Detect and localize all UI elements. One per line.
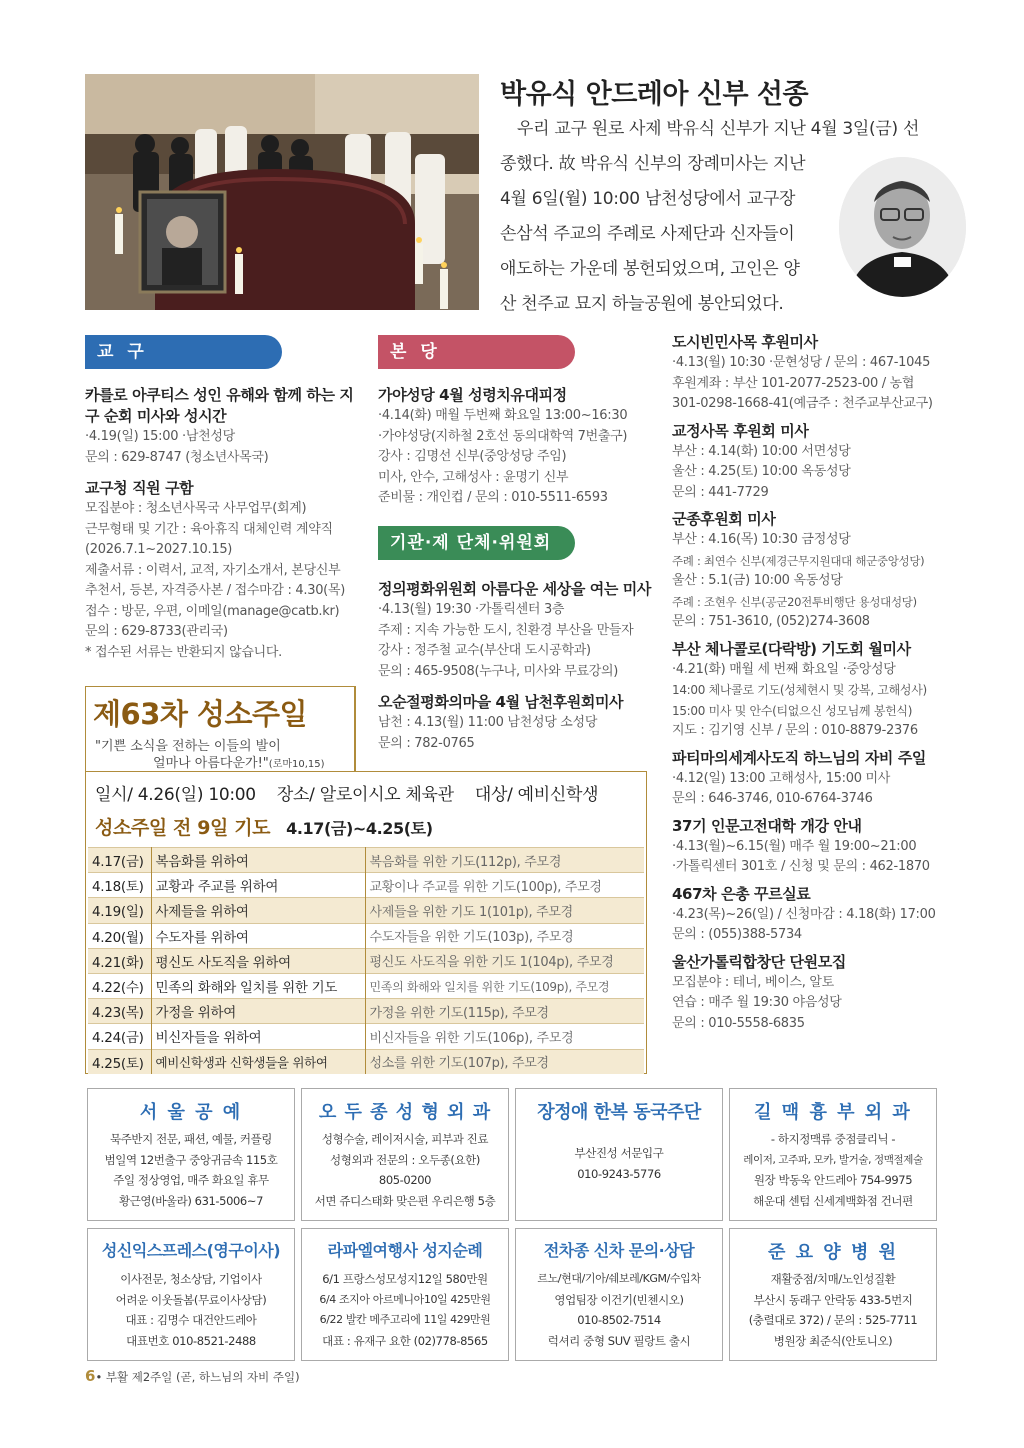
row-prayer: 사제들을 위한 기도 1(101p), 주모경 [365,898,644,923]
row-intent: 비신자들을 위하여 [151,1024,365,1049]
priest-portrait [839,157,966,297]
notice-line: * 접수된 서류는 반환되지 않습니다. [85,644,282,660]
table-row [88,999,644,1024]
notice-line: 문의 : 465-9508(누구나, 미사와 무료강의) [378,663,619,679]
row-date: 4.19(일) [88,898,151,923]
ad-line: 성형외과 전문의 : 오두종(요한) [330,1152,480,1167]
ad-name: 장정애 한복 동국주단 [537,1102,701,1123]
notice-line: 14:00 체나콜로 기도(성체현시 및 강복, 고해성사) [672,683,927,697]
row-intent: 교황과 주교를 위하여 [151,873,365,898]
vocation-quote [95,738,365,773]
notice-line: 강사 : 김명선 신부(중앙성당 주임) [378,449,567,464]
notice-block [85,478,365,663]
ad-name: 성신익스프레스(영구이사) [101,1241,281,1260]
row-prayer: 가정을 위한 기도(115p), 주모경 [365,999,644,1024]
notice-block [672,332,947,415]
quote-text: 얼마나 아름다운가!" [153,756,269,771]
ad-line: 병원장 최준식(안토니오) [773,1333,893,1348]
notice-line: (2026.7.1~2027.10.15) [85,542,233,557]
footer-text: • 부활 제2주일 (곧, 하느님의 자비 주일) [95,1370,300,1384]
ad-name: 전차종 신차 문의·상담 [543,1241,695,1260]
table-row [88,1024,644,1049]
notice-title: 정의평화위원회 아름다운 세상을 여는 미사 [378,580,651,598]
notice-line: 울산 : 4.25(토) 10:00 옥동성당 [672,464,851,479]
vocation-event-info [95,780,614,805]
table-row [88,1049,644,1074]
notice-line: 문의 : 782-0765 [378,735,475,751]
notice-line: 후원계좌 : 부산 101-2077-2523-00 / 농협 [672,375,915,391]
notice-line: 제출서류 : 이력서, 교적, 자기소개서, 본당신부 [85,562,341,578]
notice-line: 남천 : 4.13(월) 11:00 남천성당 소성당 [378,715,598,730]
row-prayer: 비신자들을 위한 기도(106p), 주모경 [365,1024,644,1049]
row-date: 4.24(금) [88,1024,151,1049]
row-prayer: 민족의 화해와 일치를 위한 기도(109p), 주모경 [365,973,644,998]
ad-line: 레이저, 고주파, 모카, 발거술, 정맥절제술 [743,1153,923,1166]
page-footer [85,1367,300,1385]
ad-seoul-craft [87,1088,295,1221]
row-prayer: 수도자들을 위한 기도(103p), 주모경 [365,923,644,948]
ad-new-car [515,1228,723,1361]
notice-line: 주례 : 조현우 신부(공군20전투비행단 용성대성당) [672,594,917,609]
lead-line: 산 천주교 묘지 하늘공원에 봉안되었다. [500,294,784,314]
notice-line: ·4.12(일) 13:00 고해성사, 15:00 미사 [672,770,891,786]
notice-title: 가야성당 4월 성령치유대피정 [378,386,567,404]
row-intent: 수도자를 위하여 [151,923,365,948]
lead-line: 종했다. 故 박유식 신부의 장례미사는 지난 [500,154,806,174]
notice-title: 도시빈민사목 후원미사 [672,333,818,351]
row-intent: 예비신학생과 신학생들을 위하여 [151,1049,365,1074]
row-prayer: 성소를 위한 기도(107p), 주모경 [365,1049,644,1074]
section-diocese: 교 구 [85,335,282,369]
ad-line: 6/1 프랑스성모성지12일 580만원 [322,1272,488,1286]
parish-column [378,385,658,519]
lead-line: 손삼석 주교의 주례로 사제단과 신자들이 [500,224,795,244]
row-prayer: 복음화를 위한 기도(112p), 주모경 [365,848,644,873]
table-row [88,948,644,973]
notice-line: ·4.13(월) 10:30 ·문현성당 / 문의 : 467-1045 [672,355,931,370]
orgs-column [378,579,658,764]
ad-name: 길 맥 흉 부 외 과 [754,1102,912,1123]
ad-line: 805-0200 [378,1173,432,1187]
notice-line: 접수 : 방문, 우편, 이메일(manage@catb.kr) [85,603,340,619]
vocation-title: 제63차 성소주일 [93,697,308,731]
notice-block [378,385,658,509]
notice-block [672,816,947,878]
notice-line: 주제 : 지속 가능한 도시, 친환경 부산을 만들자 [378,622,634,638]
notice-line: 문의 : 751-3610, (052)274-3608 [672,614,870,629]
notice-title: 467차 은총 꾸르실료 [672,884,811,903]
ad-line: - 하지정맥류 중점클리닉 - [770,1132,896,1146]
ad-line: 주일 정상영업, 매주 화요일 휴무 [113,1173,269,1187]
ad-line: 대표 : 유재구 요한 (02)778-8565 [322,1333,488,1348]
ad-raphael-travel [301,1228,509,1361]
notice-block [672,421,947,504]
notice-line: 문의 : (055)388-5734 [672,927,802,942]
lead-line: 애도하는 가운데 봉헌되었으며, 고인은 양 [500,259,800,279]
table-row [88,873,644,898]
ad-line: 영업팀장 이건기(빈첸시오) [554,1292,684,1307]
ad-name: 오 두 종 성 형 외 과 [318,1102,492,1123]
table-row [88,923,644,948]
row-date: 4.21(화) [88,948,151,973]
notice-title: 울산가톨릭합창단 단원모집 [672,952,846,971]
notice-title: 카를로 아쿠티스 성인 유해와 함께 하는 지구 순회 미사와 성시간 [85,386,354,425]
ad-name: 서 울 공 예 [139,1102,243,1123]
ad-line: 6/22 발칸 메주고리에 11일 429만원 [319,1313,491,1326]
ad-gil-surgery [729,1088,937,1221]
ad-line: 재활중점/치매/노인성질환 [770,1272,896,1286]
quote-ref: (로마10,15) [268,759,325,770]
novena-table [88,847,644,1074]
row-date: 4.18(토) [88,873,151,898]
ad-line: 6/4 조지아 아르메니아10일 425만원 [319,1292,491,1306]
vocation-date: 일시/ 4.26(일) 10:00 [95,785,256,805]
vocation-target: 대상/ 예비신학생 [474,785,599,805]
notice-line: 추천서, 등본, 자격증사본 / 접수마감 : 4.30(목) [85,583,345,598]
notice-block [672,509,947,633]
row-intent: 복음화를 위하여 [151,848,365,873]
notice-line: 문의 : 629-8747 (청소년사목국) [85,449,269,465]
page-number: 6 [85,1367,96,1385]
notice-line: 강사 : 정주철 교수(부산대 도시공학과) [378,643,591,658]
notice-title: 파티마의세계사도직 하느님의 자비 주일 [672,748,926,767]
notice-title: 교구청 직원 구함 [85,479,194,497]
ad-line: 황근영(바울라) 631-5006~7 [118,1193,263,1208]
ad-line: 010-9243-5776 [577,1166,661,1181]
row-prayer: 평신도 사도직을 위한 기도 1(104p), 주모경 [365,948,644,973]
section-parish: 본 당 [378,335,575,369]
ad-line: 르노/현대/기아/쉐보레/KGM/수입차 [537,1272,701,1285]
notice-block [378,692,658,754]
notice-line: 근무형태 및 기간 : 육아휴직 대체인력 계약직 [85,521,333,537]
notice-title: 37기 인문고전대학 개강 안내 [672,816,862,835]
ad-line: 서면 쥬디스태화 맞은편 우리은행 5층 [314,1193,496,1208]
notice-line: 준비물 : 개인컵 / 문의 : 010-5511-6593 [378,490,608,505]
ad-line: 010-8502-7514 [577,1313,661,1327]
notice-line: 주례 : 최연수 신부(제경근무지원대대 해군중앙성당) [672,553,925,568]
row-date: 4.23(목) [88,999,151,1024]
notice-line: 부산 : 4.14(화) 10:00 서면성당 [672,443,851,459]
notice-line: ·4.13(월)~6.15(월) 매주 월 19:00~21:00 [672,838,917,854]
notice-line: 모집분야 : 테너, 베이스, 알토 [672,974,834,990]
ad-line: 대표 : 김명수 대건안드레아 [125,1313,257,1327]
row-date: 4.22(수) [88,973,151,998]
notice-title: 부산 체나콜로(다락방) 기도회 월미사 [672,639,911,658]
feature-headline: 박유식 안드레아 신부 선종 [500,79,809,110]
notice-line: 301-0298-1668-41(예금주 : 천주교부산교구) [672,396,933,411]
ad-hanbok [515,1088,723,1221]
ad-oh-plastic-surgery [301,1088,509,1221]
notice-block [672,952,947,1035]
notice-line: 문의 : 010-5558-6835 [672,1015,805,1031]
lead-line: 4월 6일(월) 10:00 남천성당에서 교구장 [500,189,796,209]
ad-line: 원장 박동욱 안드레아 754-9975 [753,1173,913,1187]
row-date: 4.25(토) [88,1049,151,1074]
table-row [88,973,644,998]
row-intent: 민족의 화해와 일치를 위한 기도 [151,973,365,998]
vocation-place: 장소/ 알로이시오 체육관 [276,785,454,805]
row-date: 4.17(금) [88,848,151,873]
notice-line: ·가톨릭센터 301호 / 신청 및 문의 : 462-1870 [672,859,930,874]
row-date: 4.20(월) [88,923,151,948]
table-row [88,898,644,923]
notice-line: ·4.14(화) 매월 두번째 화요일 13:00~16:30 [378,408,628,423]
quote-line: "기쁜 소식을 전하는 이들의 발이 [95,739,281,754]
novena-dates: 4.17(금)~4.25(토) [286,819,433,838]
ad-line: 럭셔리 중형 SUV 필랑트 출시 [547,1333,691,1348]
ad-line: (충렬대로 372) / 문의 : 525-7711 [748,1313,918,1327]
ad-line: 해운대 센텀 신세계백화점 건너편 [753,1193,913,1208]
ad-jun-hospital [729,1228,937,1361]
ad-line: 어려운 이웃돌봄(무료이사상담) [115,1292,267,1307]
notice-line: 문의 : 629-8733(관리국) [85,624,228,639]
notice-line: ·4.19(일) 15:00 ·남천성당 [85,429,235,444]
lead-line-text: 우리 교구 원로 사제 박유식 신부가 지난 4월 3일(금) 선 [517,119,920,139]
row-intent: 가정을 위하여 [151,999,365,1024]
notice-title: 오순절평화의마을 4월 남천후원회미사 [378,693,624,711]
right-column [672,332,947,1040]
notice-line: 울산 : 5.1(금) 10:00 옥동성당 [672,573,843,588]
notice-line: 문의 : 441-7729 [672,484,769,500]
ad-line: 부산진성 서문입구 [574,1146,664,1160]
table-row [88,848,644,873]
notice-line: 연습 : 매주 월 19:30 야음성당 [672,995,842,1010]
row-intent: 평신도 사도직을 위하여 [151,948,365,973]
notice-line: 문의 : 646-3746, 010-6764-3746 [672,791,873,806]
notice-line: ·가야성당(지하철 2호선 동의대학역 7번출구) [378,428,628,444]
notice-title: 교정사목 후원회 미사 [672,421,809,440]
lead-line [500,112,942,147]
ad-line: 이사전문, 청소상담, 기업이사 [120,1272,262,1286]
novena-title: 성소주일 전 9일 기도 [95,817,271,839]
ad-name: 라파엘여행사 성지순례 [327,1241,483,1260]
section-orgs: 기관·제 단체·위원회 [378,526,575,560]
ad-moving-express [87,1228,295,1361]
ad-line: 대표번호 010-8521-2488 [126,1333,256,1348]
notice-line: 모집분야 : 청소년사목국 사무업무(회계) [85,501,307,516]
notice-block [85,385,365,468]
novena-heading [95,813,433,840]
notice-block [672,748,947,810]
row-intent: 사제들을 위하여 [151,898,365,923]
notice-line: ·4.21(화) 매월 세 번째 화요일 ·중앙성당 [672,661,896,677]
row-prayer: 교황이나 주교를 위한 기도(100p), 주모경 [365,873,644,898]
notice-block [672,884,947,946]
funeral-mass-photo [85,74,479,310]
notice-line: 15:00 미사 및 안수(티없으신 성모님께 봉헌식) [672,703,913,718]
ad-line: 성형수술, 레이저시술, 피부과 진료 [321,1132,489,1146]
notice-line: 미사, 안수, 고해성사 : 윤명기 신부 [378,469,569,485]
notice-line: ·4.13(월) 19:30 ·가톨릭센터 3층 [378,602,565,617]
notice-line: 부산 : 4.16(목) 10:30 금정성당 [672,532,851,547]
notice-title: 군종후원회 미사 [672,510,776,528]
ad-line: 부산시 동래구 안락동 433-5번지 [753,1292,913,1307]
ad-name: 준 요 양 병 원 [767,1242,898,1263]
notice-block [378,579,658,682]
notice-line: ·4.23(목)~26(일) / 신청마감 : 4.18(화) 17:00 [672,906,936,922]
diocese-column [85,385,365,673]
ad-line: 범일역 12번출구 중앙귀금속 115호 [104,1152,278,1167]
ad-line: 묵주반지 전문, 패션, 예물, 커플링 [109,1132,272,1146]
notice-block [672,639,947,742]
notice-line: 지도 : 김기영 신부 / 문의 : 010-8879-2376 [672,723,918,738]
